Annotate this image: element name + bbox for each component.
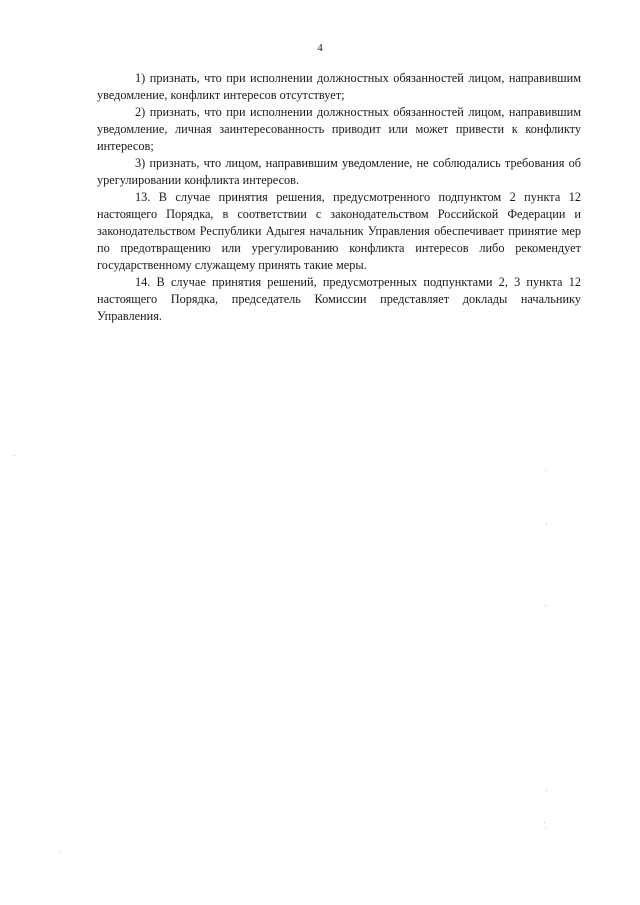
paragraph-option-2: 2) признать, что при исполнении должностных обязанностей лицом, направившим уведомление, личная заинтересованность приводит или может привести к конфликту интересов; (97, 105, 581, 153)
page-number: 4 (317, 42, 323, 54)
scan-speck (544, 822, 545, 823)
paragraph-item-13: 13. В случае принятия решения, предусмотренного подпунктом 2 пункта 12 настоящего Порядка, в соответствии с законодательством Российской Федерации и законодательством Республики Адыгея начальник Управления обеспечивает принятие мер по предотвращению или урегулированию конфликта интересов либо рекомендует государственному служащему принять такие меры. (97, 190, 581, 272)
document-body (97, 70, 581, 325)
paragraph-option-3: 3) признать, что лицом, направившим уведомление, не соблюдались требования об урегулировании конфликта интересов. (97, 156, 581, 187)
scan-speck (60, 851, 61, 852)
scan-speck (545, 470, 546, 471)
scan-speck (14, 455, 15, 456)
paragraph-item-14: 14. В случае принятия решений, предусмотренных подпунктами 2, 3 пункта 12 настоящего Порядка, председатель Комиссии представляет доклады начальнику Управления. (97, 275, 581, 323)
scan-speck (546, 790, 547, 791)
scan-speck (545, 828, 546, 829)
scan-speck (546, 523, 547, 524)
paragraph-option-1: 1) признать, что при исполнении должностных обязанностей лицом, направившим уведомление, конфликт интересов отсутствует; (97, 71, 581, 102)
scan-speck (545, 605, 546, 606)
